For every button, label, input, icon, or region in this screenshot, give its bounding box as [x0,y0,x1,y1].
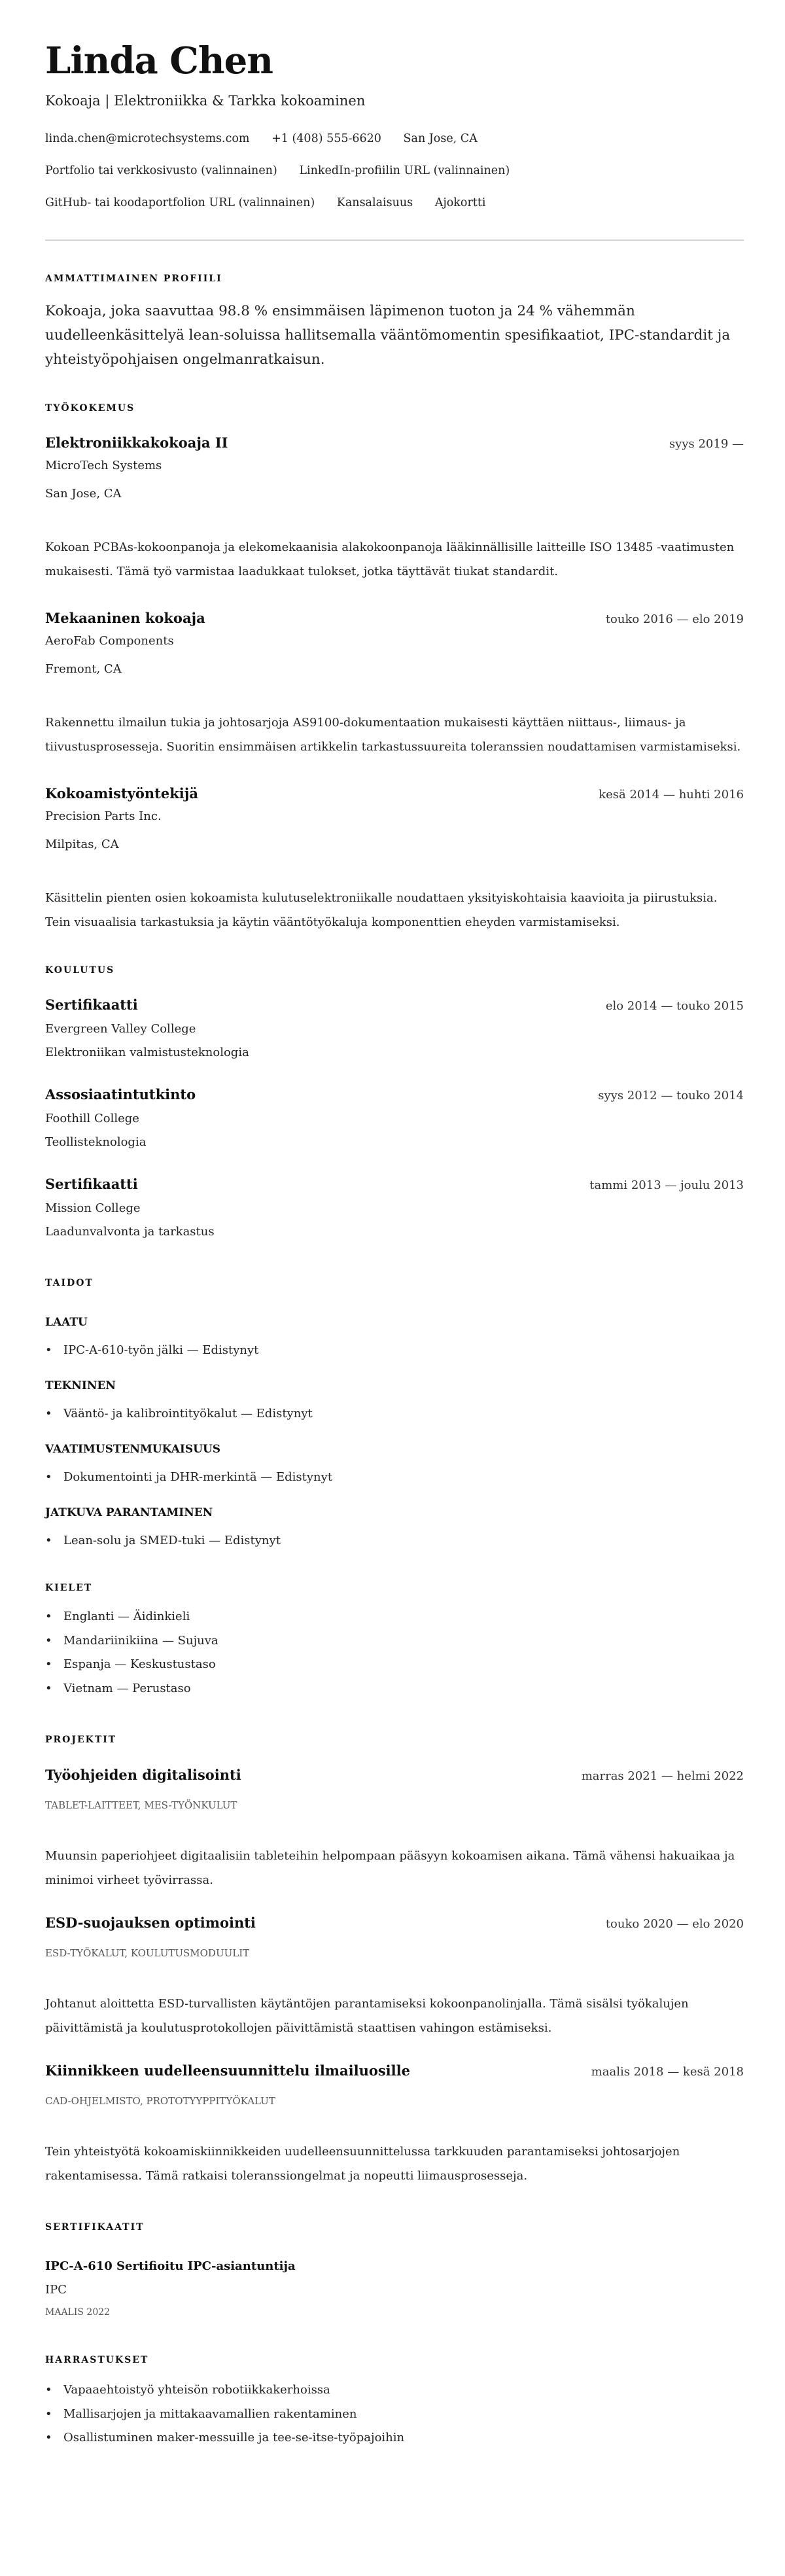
certification-name: IPC-A-610 Sertifioitu IPC-asiantuntija [45,2259,296,2273]
project-technologies: ESD-TYÖKALUT, KOULUTUSMODUULIT [45,1947,250,1959]
project-technologies: TABLET-LAITTEET, MES-TYÖNKULUT [45,1799,237,1811]
job-dates: touko 2016 — elo 2019 [605,612,744,626]
experience-section [45,402,744,934]
skill-item: • Vääntö- ja kalibrointityökalut — Edistynyt [45,1405,744,1423]
hobbies-section [45,2354,744,2450]
field-of-study: Laadunvalvonta ja tarkastus [45,1225,215,1239]
education-section [45,964,744,1241]
section-heading: HARRASTUKSET [45,2355,149,2365]
field-of-study: Elektroniikan valmistusteknologia [45,1046,249,1059]
location-text: San Jose, CA [403,132,478,145]
contact-row [45,123,744,155]
languages-section [45,1581,744,1701]
portfolio-link[interactable]: Portfolio tai verkkosivusto (valinnainen) [45,164,277,177]
job-company: MicroTech Systems [45,459,162,472]
project-dates: touko 2020 — elo 2020 [605,1917,744,1931]
profile-section [45,272,744,372]
project-technologies: CAD-OHJELMISTO, PROTOTYYPPITYÖKALUT [45,2095,275,2107]
section-heading: TYÖKOKEMUS [45,403,135,414]
education-dates: tammi 2013 — joulu 2013 [589,1178,744,1192]
job-company: AeroFab Components [45,634,174,648]
header-divider [45,239,744,241]
job-dates: syys 2019 — [669,437,744,451]
skill-item: • Dokumentointi ja DHR-merkintä — Edistynyt [45,1468,744,1487]
certifications-section [45,2221,744,2319]
project-dates: marras 2021 — helmi 2022 [581,1769,744,1783]
job-entry [45,784,744,934]
github-link[interactable]: GitHub- tai koodaportfolion URL (valinnainen) [45,196,315,209]
job-title: Elektroniikkakokoaja II [45,434,228,451]
certification-entry [45,2258,744,2319]
email-link[interactable]: linda.chen@microtechsystems.com [45,132,250,145]
contact-row [45,155,744,187]
hobby-item: • Mallisarjojen ja mittakaavamallien rakentaminen [45,2403,744,2427]
job-description: Käsittelin pienten osien kokoamista kulutuselektroniikalle noudattaen yksityiskohtaisia kaavioita ja piirustuksia. Tein visuaalisia tarkastuksia ja käytin vääntötyökaluja komponenttien eheyden varmistamiseksi. [45,891,718,929]
section-heading: KIELET [45,1583,93,1593]
job-entry [45,433,744,584]
section-heading: TAIDOT [45,1278,94,1288]
project-entry [45,2061,744,2188]
project-title: ESD-suojauksen optimointi [45,1914,256,1931]
skill-group [45,1314,744,1360]
job-location: San Jose, CA [45,487,122,501]
language-item: • Mandariinikiina — Sujuva [45,1629,744,1653]
skill-category: VAATIMUSTENMUKAISUUS [45,1443,221,1456]
language-item: • Espanja — Keskustustaso [45,1653,744,1677]
project-entry [45,1913,744,2040]
job-title: Kokoamistyöntekijä [45,785,198,802]
job-description: Rakennettu ilmailun tukia ja johtosarjoja AS9100-dokumentaation mukaisesti käyttäen niittaus-, liimaus- ja tiivustusprosesseja. Suoritin ensimmäisen artikkelin tarkastussuureita toleranssien noudattamisen varmistamiseksi. [45,716,741,754]
skills-section [45,1277,744,1550]
education-dates: elo 2014 — touko 2015 [605,999,744,1013]
school: Foothill College [45,1112,139,1125]
job-location: Milpitas, CA [45,838,119,851]
resume-page [0,39,785,2450]
job-entry [45,609,744,759]
section-heading: PROJEKTIT [45,1735,117,1745]
headline: Kokoaja | Elektroniikka & Tarkka kokoaminen [45,93,366,109]
project-dates: maalis 2018 — kesä 2018 [591,2065,744,2079]
job-company: Precision Parts Inc. [45,809,162,823]
project-title: Kiinnikkeen uudelleensuunnittelu ilmailuosille [45,2062,410,2079]
job-location: Fremont, CA [45,662,122,676]
job-description: Kokoan PCBAs-kokoonpanoja ja elekomekaanisia alakokoonpanoja lääkinnällisille laitteille ISO 13485 -vaatimusten mukaisesti. Tämä työ varmistaa laadukkaat tulokset, jotka täyttävät tiukat standardit. [45,540,735,578]
skill-category: JATKUVA PARANTAMINEN [45,1506,213,1519]
degree: Sertifikaatti [45,997,138,1013]
projects-section [45,1733,744,2188]
skill-category: LAATU [45,1316,88,1329]
hobby-item: • Vapaaehtoistyö yhteisön robotiikkakerhoissa [45,2378,744,2403]
field-of-study: Teollisteknologia [45,1135,147,1149]
job-dates: kesä 2014 — huhti 2016 [599,788,744,802]
project-title: Työohjeiden digitalisointi [45,1767,241,1783]
section-heading: SERTIFIKAATIT [45,2222,145,2232]
school: Mission College [45,1201,141,1215]
skill-item: • Lean-solu ja SMED-tuki — Edistynyt [45,1532,744,1550]
hobby-item: • Osallistuminen maker-messuille ja tee-se-itse-työpajoihin [45,2426,744,2450]
linkedin-link[interactable]: LinkedIn-profiilin URL (valinnainen) [299,164,510,177]
skill-group [45,1441,744,1487]
certification-issuer: IPC [45,2283,67,2297]
project-description: Tein yhteistyötä kokoamiskiinnikkeiden uudelleensuunnittelussa tarkkuuden parantamiseksi johtosarjojen rakentamisessa. Tämä ratkaisi toleranssiongelmat ja nopeutti liimausprosesseja. [45,2145,680,2183]
education-entry [45,1174,744,1241]
contact-row [45,187,744,219]
contact-info [45,123,744,219]
project-entry [45,1765,744,1892]
language-item: • Englanti — Äidinkieli [45,1605,744,1629]
section-heading: AMMATTIMAINEN PROFIILI [45,273,222,284]
project-description: Johtanut aloittetta ESD-turvallisten käytäntöjen parantamiseksi kokoonpanolinjalla. Tämä sisälsi työkalujen päivittämistä ja koulutusprotokollojen päivittämistä staattisen vahingon estämiseksi. [45,1997,689,2035]
job-title: Mekaaninen kokoaja [45,610,205,626]
candidate-name: Linda Chen [45,39,273,82]
language-item: • Vietnam — Perustaso [45,1677,744,1701]
section-heading: KOULUTUS [45,965,115,976]
citizenship-text: Kansalaisuus [336,196,413,209]
education-entry [45,995,744,1062]
school: Evergreen Valley College [45,1022,196,1036]
skill-item: • IPC-A-610-työn jälki — Edistynyt [45,1341,744,1360]
skill-category: TEKNINEN [45,1379,116,1392]
phone-link[interactable]: +1 (408) 555-6620 [271,132,381,145]
drivers-license-text: Ajokortti [434,196,486,209]
skill-group [45,1505,744,1550]
education-entry [45,1085,744,1152]
skill-group [45,1378,744,1423]
education-dates: syys 2012 — touko 2014 [598,1089,744,1103]
certification-date: MAALIS 2022 [45,2307,111,2318]
profile-summary: Kokoaja, joka saavuttaa 98.8 % ensimmäisen läpimenon tuoton ja 24 % vähemmän uudelleenkäsittelyä lean-soluissa hallitsemalla vääntömomentin spesifikaatiot, IPC-standardit ja yhteistyöpohjaisen ongelmanratkaisun. [45,303,731,368]
degree: Sertifikaatti [45,1176,138,1192]
project-description: Muunsin paperiohjeet digitaalisiin tableteihin helpompaan pääsyyn kokoamisen aikana. Tämä vähensi hakuaikaa ja minimoi virheet työvirrassa. [45,1849,735,1887]
degree: Assosiaatintutkinto [45,1086,196,1103]
